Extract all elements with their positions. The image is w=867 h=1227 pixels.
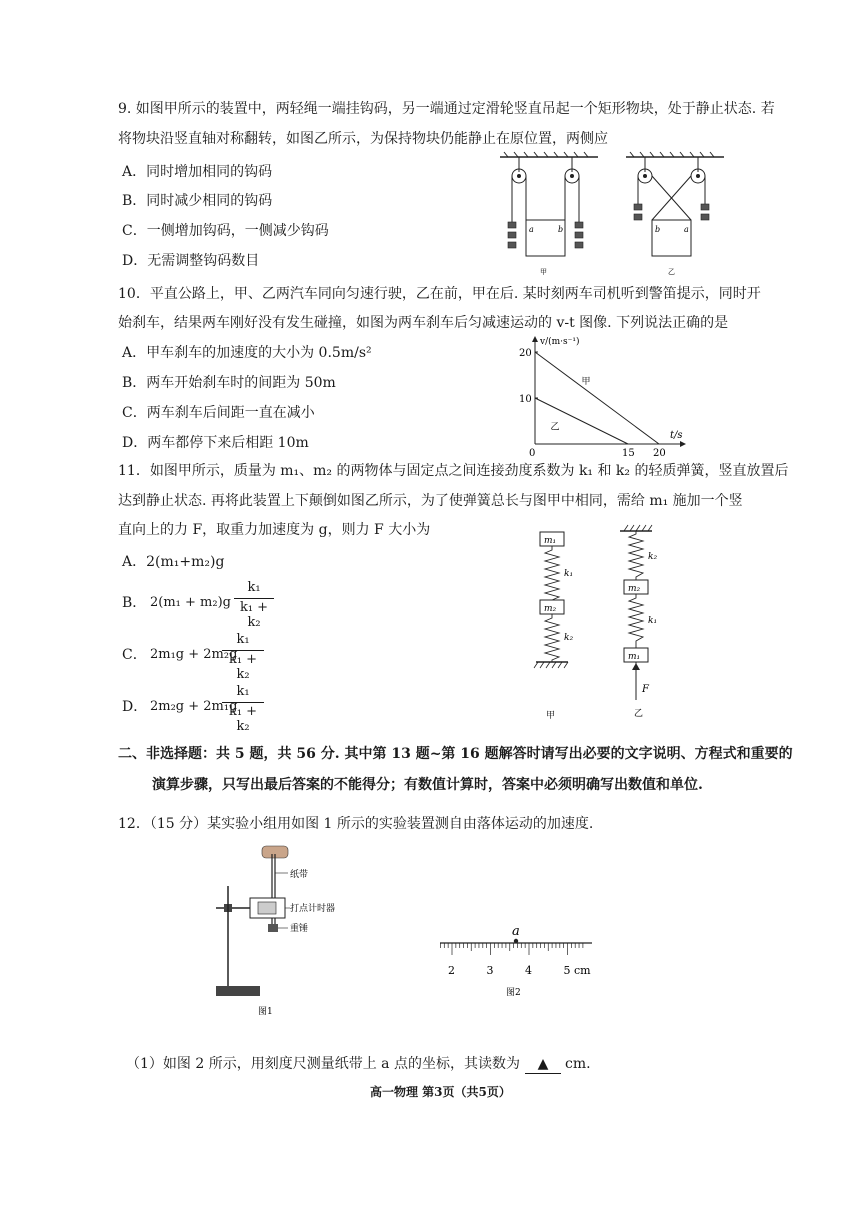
q11a-k2: k₂ xyxy=(564,633,574,643)
q9-stem-line2: 将物块沿竖直轴对称翻转，如图乙所示，为保持物块仍能静止在原位置，两侧应 xyxy=(118,131,608,147)
q10-stem-line1: 10．平直公路上，甲、乙两汽车同向匀速行驶，乙在前，甲在后. 某时刻两车司机听到警笛提示，同时开 xyxy=(118,286,761,302)
ruler-tick-label: 2 xyxy=(448,964,455,977)
q10-stem-line2: 始刹车，结果两车刚好没有发生碰撞，如图为两车刹车后匀减速运动的 v-t 图像. 下列说法正确的是 xyxy=(118,315,729,331)
q11-option-c-expr: 2m₁g + 2m₂g xyxy=(150,647,238,662)
y-tick-label: 10 xyxy=(519,394,532,405)
q9b-label-left: b xyxy=(655,225,661,234)
fraction-denominator: k₁ + k₂ xyxy=(239,600,269,630)
q9-stem-line1: 9. 如图甲所示的装置中，两轻绳一端挂钩码，另一端通过定滑轮竖直吊起一个矩形物块，处于静止状态. 若 xyxy=(118,101,775,117)
section2-line2: 演算步骤，只写出最后答案的不能得分；有数值计算时，答案中必须明确写出数值和单位. xyxy=(152,777,703,793)
q9-figure-b xyxy=(624,152,734,282)
q9-option-c: C．一侧增加钩码，一侧减少钩码 xyxy=(122,223,329,239)
q11b-caption: 乙 xyxy=(634,709,644,719)
fraction-numerator: k₁ xyxy=(236,632,250,647)
section2-line1: 二、非选择题：共 5 题，共 56 分. 其中第 13 题~第 16 题解答时请写出必要的文字说明、方程式和重要的 xyxy=(118,746,793,762)
q11-stem-line2: 达到静止状态. 再将此装置上下颠倒如图乙所示，为了使弹簧总长与图甲中相同，需给 m₁ 施加一个竖 xyxy=(118,493,743,509)
q12-figure-2-ruler xyxy=(436,925,596,1000)
q11-option-c-fraction xyxy=(222,632,264,682)
q11b-m2: m₂ xyxy=(628,584,641,594)
ruler-tick-label: 3 xyxy=(486,964,494,977)
x-tick-label: 0 xyxy=(529,448,536,459)
ruler-tick-label: 5 cm xyxy=(563,964,591,977)
point-a-label: a xyxy=(512,924,520,939)
fraction-denominator: k₁ + k₂ xyxy=(228,704,258,734)
q9b-caption: 乙 xyxy=(668,268,675,276)
q10-option-d: D．两车都停下来后相距 10m xyxy=(122,435,309,451)
label-weight: 重锤 xyxy=(290,924,309,934)
q11-figure-b xyxy=(612,520,672,730)
page-footer: 高一物理 第3页（共5页） xyxy=(370,1085,511,1099)
q11-option-d-label: D． xyxy=(122,699,148,715)
q11a-m1: m₁ xyxy=(544,536,557,546)
x-axis-label: t/s xyxy=(670,430,683,441)
q11b-force-label: F xyxy=(642,684,649,695)
q10-option-a: A．甲车刹车的加速度的大小为 0.5m/s² xyxy=(122,345,372,361)
q9a-caption: 甲 xyxy=(540,268,547,276)
q9-figure-a xyxy=(498,152,608,282)
q10-vt-chart xyxy=(508,332,688,462)
fraction-numerator: k₁ xyxy=(236,684,250,699)
answer-blank[interactable]: ▲ xyxy=(525,1055,561,1074)
stand-base xyxy=(216,986,260,996)
q11-option-c-label: C． xyxy=(122,647,147,663)
q11a-caption: 甲 xyxy=(546,711,556,721)
weight xyxy=(268,924,278,932)
q9-option-d: D．无需调整钩码数目 xyxy=(122,253,260,269)
q12-sub1-unit: cm. xyxy=(565,1056,591,1072)
q11b-k1: k₁ xyxy=(648,616,658,626)
q9a-label-left: a xyxy=(529,225,534,234)
series-label-1: 甲 xyxy=(581,377,591,388)
force-arrow-head xyxy=(632,663,640,670)
q11-option-b-expr: 2(m₁ + m₂)g xyxy=(150,595,231,610)
y-axis-label: v/(m·s⁻¹) xyxy=(540,337,580,347)
q11-stem-line1: 11．如图甲所示，质量为 m₁、m₂ 的两物体与固定点之间连接劲度系数为 k₁ 和 k₂ 的轻质弹簧，竖直放置后 xyxy=(118,463,789,479)
fig1-caption: 图1 xyxy=(258,1007,273,1017)
q12-stem: 12．（15 分）某实验小组用如图 1 所示的实验装置测自由落体运动的加速度. xyxy=(118,816,594,832)
q10-option-b: B．两车开始刹车时的间距为 50m xyxy=(122,375,336,391)
label-timer: 打点计时器 xyxy=(290,904,336,914)
x-tick-label: 20 xyxy=(653,448,666,459)
q9-option-a: A．同时增加相同的钩码 xyxy=(122,164,273,180)
q11-option-a: A．2(m₁+m₂)g xyxy=(122,554,225,570)
y-axis-arrow xyxy=(532,336,538,342)
ruler-tick-label: 4 xyxy=(525,964,532,977)
q12-sub1-text: （1）如图 2 所示，用刻度尺测量纸带上 a 点的坐标，其读数为 xyxy=(126,1056,520,1072)
q9a-label-right: b xyxy=(558,225,564,234)
series-label-2: 乙 xyxy=(550,422,560,433)
series-line-2 xyxy=(535,398,628,444)
q11a-m2: m₂ xyxy=(544,604,557,614)
fraction-denominator: k₁ + k₂ xyxy=(228,652,258,682)
x-tick-label: 15 xyxy=(622,448,635,459)
q11-option-d-fraction xyxy=(222,684,264,734)
label-tape: 纸带 xyxy=(290,870,309,880)
point-a-dot xyxy=(514,939,518,943)
q9-option-b: B．同时减少相同的钩码 xyxy=(122,193,273,209)
q11-figure-a xyxy=(528,528,588,728)
x-axis-arrow xyxy=(680,441,686,447)
q11-option-b-fraction xyxy=(234,580,274,630)
fraction-numerator: k₁ xyxy=(247,580,261,595)
y-tick-label: 20 xyxy=(519,348,532,359)
q12-figure-1 xyxy=(210,838,350,1018)
q9b-label-right: a xyxy=(684,225,689,234)
q11b-m1: m₁ xyxy=(628,652,641,662)
fig2-caption: 图2 xyxy=(506,988,521,998)
q11-option-d-expr: 2m₂g + 2m₁g xyxy=(150,699,238,714)
q11-option-b-label: B． xyxy=(122,595,147,611)
q11a-k1: k₁ xyxy=(564,569,574,579)
q11-stem-line3: 直向上的力 F，取重力加速度为 g，则力 F 大小为 xyxy=(118,522,431,538)
q10-option-c: C．两车刹车后间距一直在减小 xyxy=(122,405,315,421)
q11b-k2: k₂ xyxy=(648,552,658,562)
